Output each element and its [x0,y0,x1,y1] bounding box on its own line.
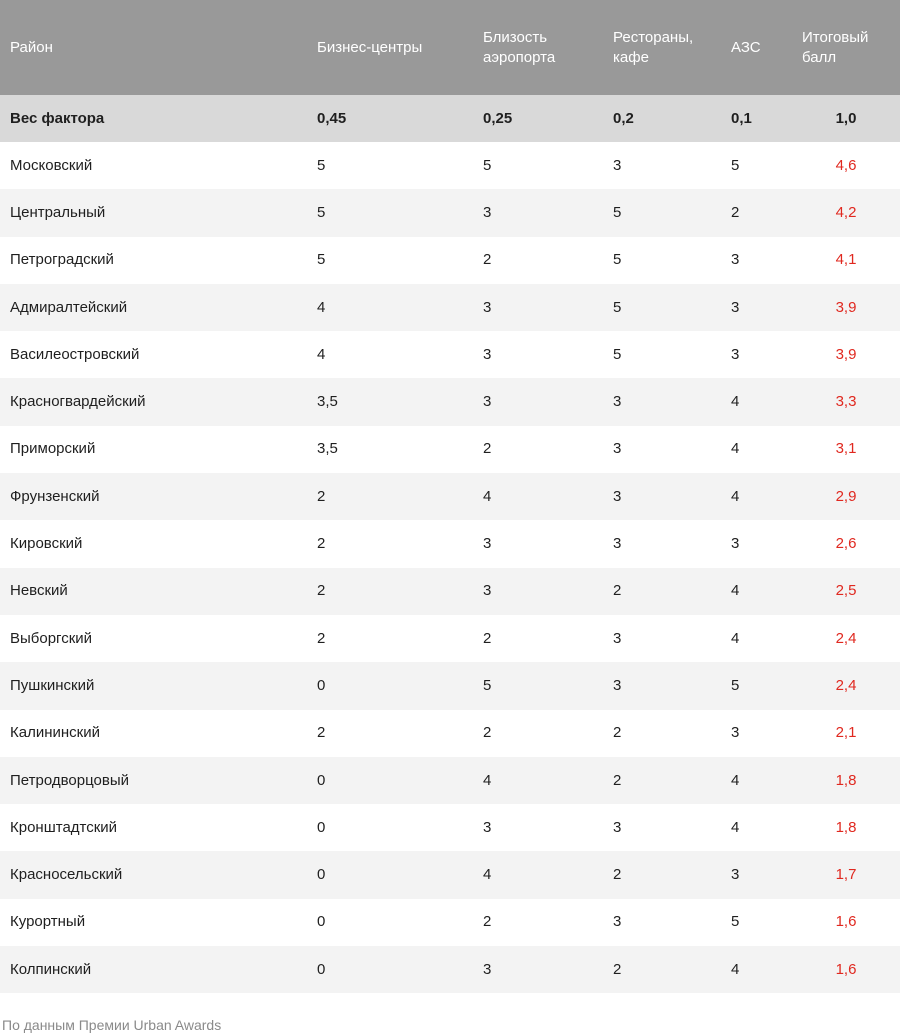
airport-proximity-value: 3 [483,535,492,553]
weight-label: Вес фактора [10,109,105,127]
airport-proximity-value: 4 [483,866,492,884]
gas-stations-value: 4 [731,440,740,458]
column-header-restaurants: Рестораны, кафе [613,28,694,66]
district-name: Пушкинский [10,676,95,694]
total-score-value: 1,6 [835,913,857,931]
airport-proximity-value: 4 [483,487,492,505]
airport-proximity-value: 2 [483,724,492,742]
total-score-value: 2,4 [835,676,857,694]
table-row [0,804,900,851]
restaurants-value: 5 [613,203,622,221]
table-row [0,142,900,189]
column-header-airport-proximity: Близость аэропорта [483,28,556,66]
column-header-district: Район [10,38,53,56]
restaurants-value: 3 [613,913,622,931]
total-score-value: 3,1 [835,440,857,458]
airport-proximity-value: 3 [483,345,492,363]
restaurants-value: 2 [613,724,622,742]
district-name: Московский [10,156,93,174]
business-centers-value: 2 [317,582,326,600]
restaurants-value: 3 [613,393,622,411]
total-score-value: 1,6 [835,960,857,978]
gas-stations-value: 3 [731,866,740,884]
gas-stations-value: 3 [731,298,740,316]
gas-stations-value: 4 [731,960,740,978]
column-header-gas-stations: АЗС [731,38,761,56]
airport-proximity-value: 3 [483,960,492,978]
district-name: Красносельский [10,866,123,884]
airport-proximity-value: 3 [483,393,492,411]
business-centers-value: 2 [317,724,326,742]
business-centers-value: 2 [317,629,326,647]
column-header-total-score: Итоговый балл [802,28,869,66]
business-centers-value: 0 [317,960,326,978]
gas-stations-value: 4 [731,629,740,647]
restaurants-value: 3 [613,818,622,836]
gas-stations-value: 5 [731,156,740,174]
table-row [0,662,900,709]
district-name: Петроградский [10,251,114,269]
district-name: Фрунзенский [10,487,100,505]
restaurants-value: 3 [613,676,622,694]
weight-total: 1,0 [835,109,857,127]
table-row [0,710,900,757]
gas-stations-value: 3 [731,345,740,363]
gas-stations-value: 4 [731,818,740,836]
district-name: Василеостровский [10,345,140,363]
district-name: Центральный [10,203,106,221]
business-centers-value: 2 [317,487,326,505]
total-score-value: 2,6 [835,535,857,553]
district-name: Колпинский [10,960,92,978]
total-score-value: 3,3 [835,393,857,411]
airport-proximity-value: 2 [483,440,492,458]
restaurants-value: 2 [613,582,622,600]
airport-proximity-value: 2 [483,913,492,931]
business-centers-value: 0 [317,818,326,836]
total-score-value: 2,5 [835,582,857,600]
table-row [0,284,900,331]
business-centers-value: 3,5 [317,440,338,458]
table-row [0,473,900,520]
restaurants-value: 3 [613,535,622,553]
table-row [0,757,900,804]
airport-proximity-value: 5 [483,676,492,694]
restaurants-value: 3 [613,629,622,647]
gas-stations-value: 2 [731,203,740,221]
airport-proximity-value: 4 [483,771,492,789]
total-score-value: 4,1 [835,251,857,269]
restaurants-value: 3 [613,440,622,458]
district-name: Кировский [10,535,83,553]
table-row [0,189,900,236]
gas-stations-value: 3 [731,251,740,269]
total-score-value: 2,9 [835,487,857,505]
business-centers-value: 4 [317,345,326,363]
total-score-value: 4,6 [835,156,857,174]
business-centers-value: 5 [317,251,326,269]
weight-restaurants: 0,2 [613,109,634,127]
total-score-value: 1,8 [835,771,857,789]
district-name: Приморский [10,440,96,458]
weight-airport-proximity: 0,25 [483,109,513,127]
restaurants-value: 2 [613,771,622,789]
business-centers-value: 2 [317,535,326,553]
business-centers-value: 0 [317,676,326,694]
airport-proximity-value: 3 [483,298,492,316]
airport-proximity-value: 3 [483,582,492,600]
table-row [0,237,900,284]
airport-proximity-value: 3 [483,203,492,221]
business-centers-value: 3,5 [317,393,338,411]
gas-stations-value: 4 [731,771,740,789]
weight-row [0,95,900,142]
airport-proximity-value: 3 [483,818,492,836]
district-name: Невский [10,582,68,600]
restaurants-value: 5 [613,251,622,269]
gas-stations-value: 4 [731,487,740,505]
total-score-value: 1,8 [835,818,857,836]
table-row [0,851,900,898]
table-header [0,0,900,95]
gas-stations-value: 4 [731,582,740,600]
weight-business-centers: 0,45 [317,109,347,127]
airport-proximity-value: 2 [483,629,492,647]
district-name: Курортный [10,913,86,931]
table-row [0,426,900,473]
gas-stations-value: 5 [731,913,740,931]
restaurants-value: 3 [613,156,622,174]
restaurants-value: 5 [613,298,622,316]
table-row [0,520,900,567]
source-note: По данным Премии Urban Awards [2,1017,222,1033]
district-name: Кронштадтский [10,818,118,836]
total-score-value: 4,2 [835,203,857,221]
airport-proximity-value: 2 [483,251,492,269]
airport-proximity-value: 5 [483,156,492,174]
gas-stations-value: 4 [731,393,740,411]
restaurants-value: 5 [613,345,622,363]
total-score-value: 3,9 [835,298,857,316]
district-name: Выборгский [10,629,93,647]
total-score-value: 3,9 [835,345,857,363]
table-row [0,378,900,425]
business-centers-value: 4 [317,298,326,316]
district-name: Петродворцовый [10,771,129,789]
table-row [0,568,900,615]
total-score-value: 2,1 [835,724,857,742]
gas-stations-value: 3 [731,724,740,742]
district-name: Калининский [10,724,100,742]
table-row [0,331,900,378]
business-centers-value: 0 [317,771,326,789]
total-score-value: 1,7 [835,866,857,884]
table-row [0,899,900,946]
business-centers-value: 5 [317,203,326,221]
restaurants-value: 3 [613,487,622,505]
table-body [0,142,900,993]
gas-stations-value: 5 [731,676,740,694]
total-score-value: 2,4 [835,629,857,647]
table-row [0,615,900,662]
business-centers-value: 0 [317,913,326,931]
weight-gas-stations: 0,1 [731,109,752,127]
business-centers-value: 5 [317,156,326,174]
district-name: Красногвардейский [10,393,146,411]
restaurants-value: 2 [613,866,622,884]
column-header-business-centers: Бизнес-центры [317,38,423,56]
gas-stations-value: 3 [731,535,740,553]
district-name: Адмиралтейский [10,298,128,316]
restaurants-value: 2 [613,960,622,978]
table-row [0,946,900,993]
business-centers-value: 0 [317,866,326,884]
